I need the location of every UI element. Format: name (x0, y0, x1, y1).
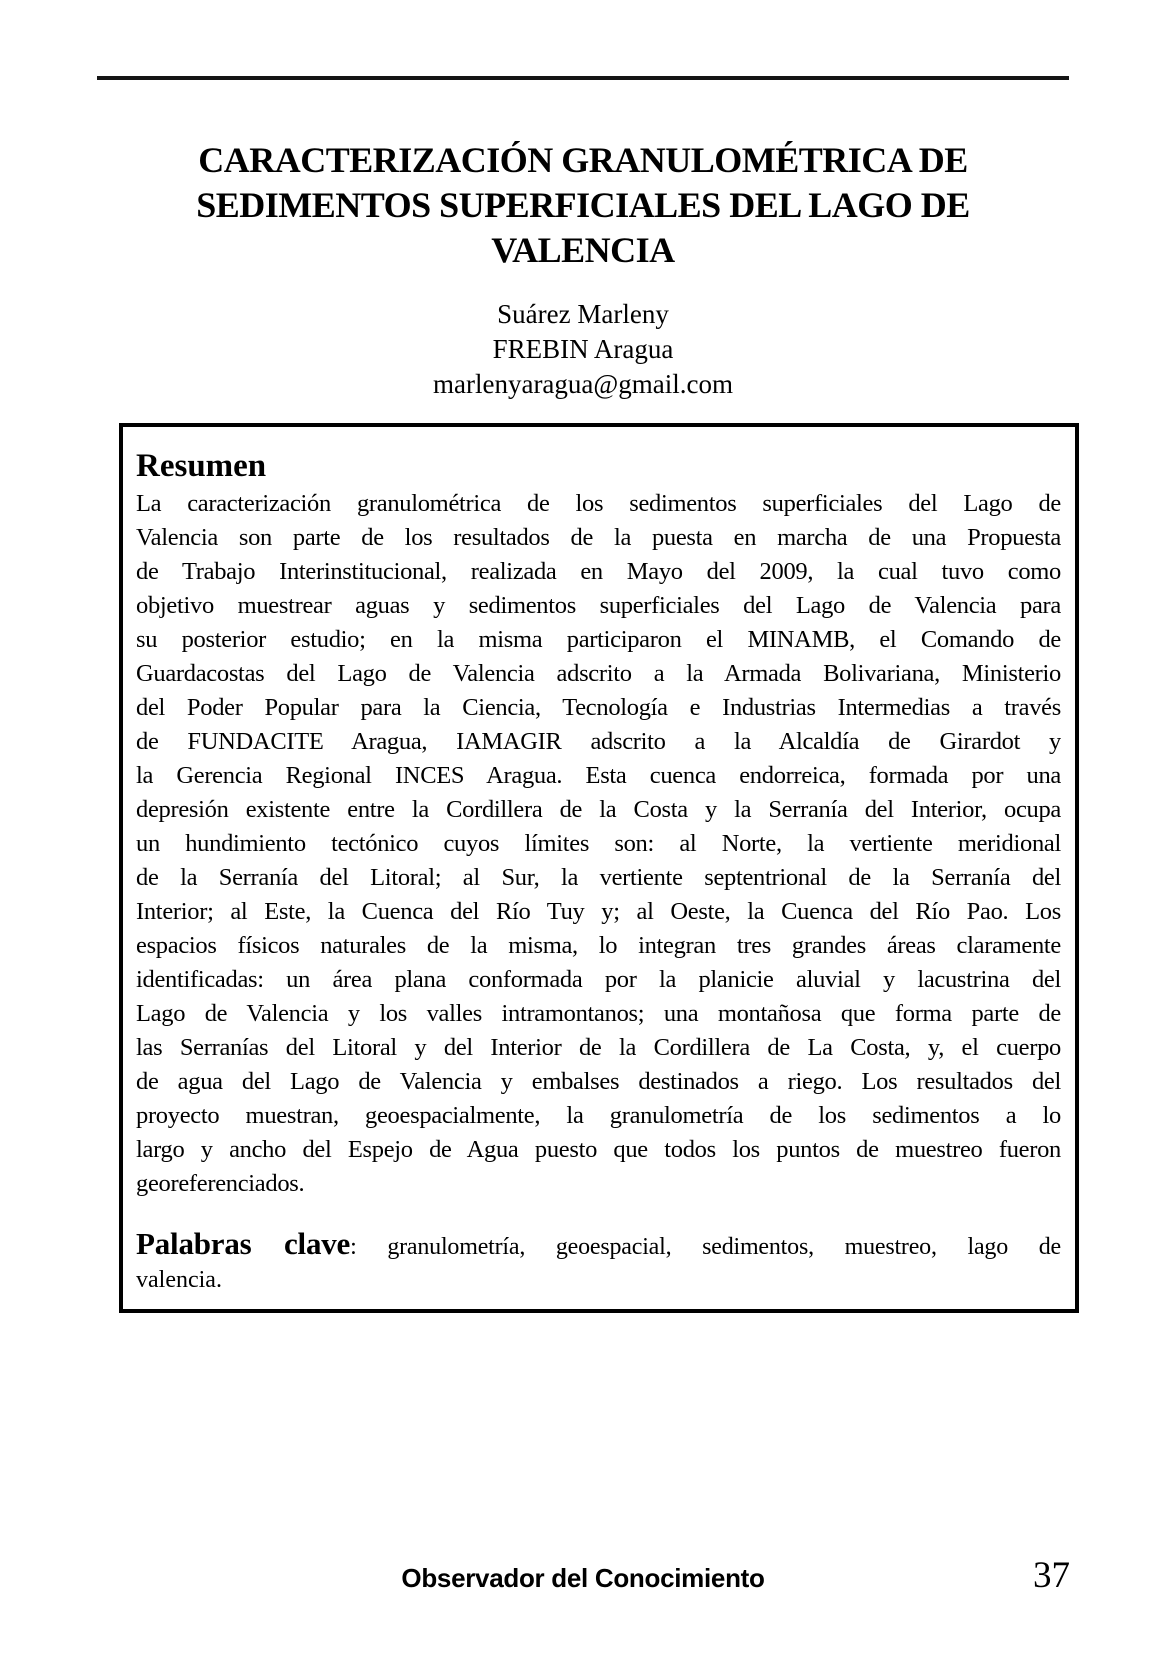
author-line: marlenyaragua@gmail.com (433, 369, 733, 399)
abstract-line: un hundimiento tectónico cuyos límites son: al Norte, la vertiente meridional (136, 830, 1061, 857)
article-title-line: VALENCIA (491, 230, 675, 270)
page-number: 37 (1033, 1555, 1070, 1596)
keywords-text: granulometría, geoespacial, sedimentos, muestreo, lago de (387, 1234, 1061, 1260)
abstract-line: Interior; al Este, la Cuenca del Río Tuy y; al Oeste, la Cuenca del Río Pao. Los (136, 898, 1061, 925)
abstract-line: de la Serranía del Litoral; al Sur, la vertiente septentrional de la Serranía del (136, 864, 1061, 891)
author-block (0, 297, 1166, 402)
abstract-line: georeferenciados. (136, 1170, 305, 1197)
abstract-line: Lago de Valencia y los valles intramontanos; una montañosa que forma parte de (136, 1000, 1061, 1027)
abstract-line: identificadas: un área plana conformada por la planicie aluvial y lacustrina del (136, 966, 1061, 993)
abstract-line: objetivo muestrear aguas y sedimentos superficiales del Lago de Valencia para (136, 592, 1061, 619)
abstract-line: de FUNDACITE Aragua, IAMAGIR adscrito a la Alcaldía de Girardot y (136, 728, 1061, 755)
abstract-line: su posterior estudio; en la misma participaron el MINAMB, el Comando de (136, 626, 1061, 653)
article-title-line: CARACTERIZACIÓN GRANULOMÉTRICA DE (198, 140, 968, 180)
abstract-line: de Trabajo Interinstitucional, realizada en Mayo del 2009, la cual tuvo como (136, 558, 1061, 585)
abstract-line: La caracterización granulométrica de los sedimentos superficiales del Lago de (136, 490, 1061, 517)
abstract-body (136, 487, 1061, 1201)
abstract-line: espacios físicos naturales de la misma, lo integran tres grandes áreas claramente (136, 932, 1061, 959)
article-title-line: SEDIMENTOS SUPERFICIALES DEL LAGO DE (196, 185, 970, 225)
keywords-line (136, 1225, 1061, 1262)
abstract-line: Guardacostas del Lago de Valencia adscrito a la Armada Bolivariana, Ministerio (136, 660, 1061, 687)
keywords-separator: : (350, 1234, 388, 1260)
keywords-block (136, 1225, 1061, 1299)
top-horizontal-rule (97, 76, 1069, 80)
abstract-line: largo y ancho del Espejo de Agua puesto que todos los puntos de muestreo fueron (136, 1136, 1061, 1163)
abstract-heading: Resumen (136, 448, 267, 484)
abstract-box (119, 423, 1079, 1313)
author-line: Suárez Marleny (497, 299, 669, 329)
abstract-line: de agua del Lago de Valencia y embalses destinados a riego. Los resultados del (136, 1068, 1061, 1095)
abstract-line: del Poder Popular para la Ciencia, Tecnología e Industrias Intermedias a través (136, 694, 1061, 721)
abstract-line: Valencia son parte de los resultados de la puesta en marcha de una Propuesta (136, 524, 1061, 551)
abstract-line: las Serranías del Litoral y del Interior de la Cordillera de La Costa, y, el cuerpo (136, 1034, 1061, 1061)
footer-journal-name: Observador del Conocimiento (401, 1563, 765, 1593)
abstract-line: depresión existente entre la Cordillera de la Costa y la Serranía del Interior, ocupa (136, 796, 1061, 823)
abstract-line: proyecto muestran, geoespacialmente, la granulometría de los sedimentos a lo (136, 1102, 1061, 1129)
abstract-line: la Gerencia Regional INCES Aragua. Esta cuenca endorreica, formada por una (136, 762, 1061, 789)
author-line: FREBIN Aragua (492, 334, 674, 364)
article-title (0, 138, 1166, 273)
keywords-label: Palabras clave (136, 1226, 351, 1261)
keywords-text-continued: valencia. (136, 1267, 222, 1293)
